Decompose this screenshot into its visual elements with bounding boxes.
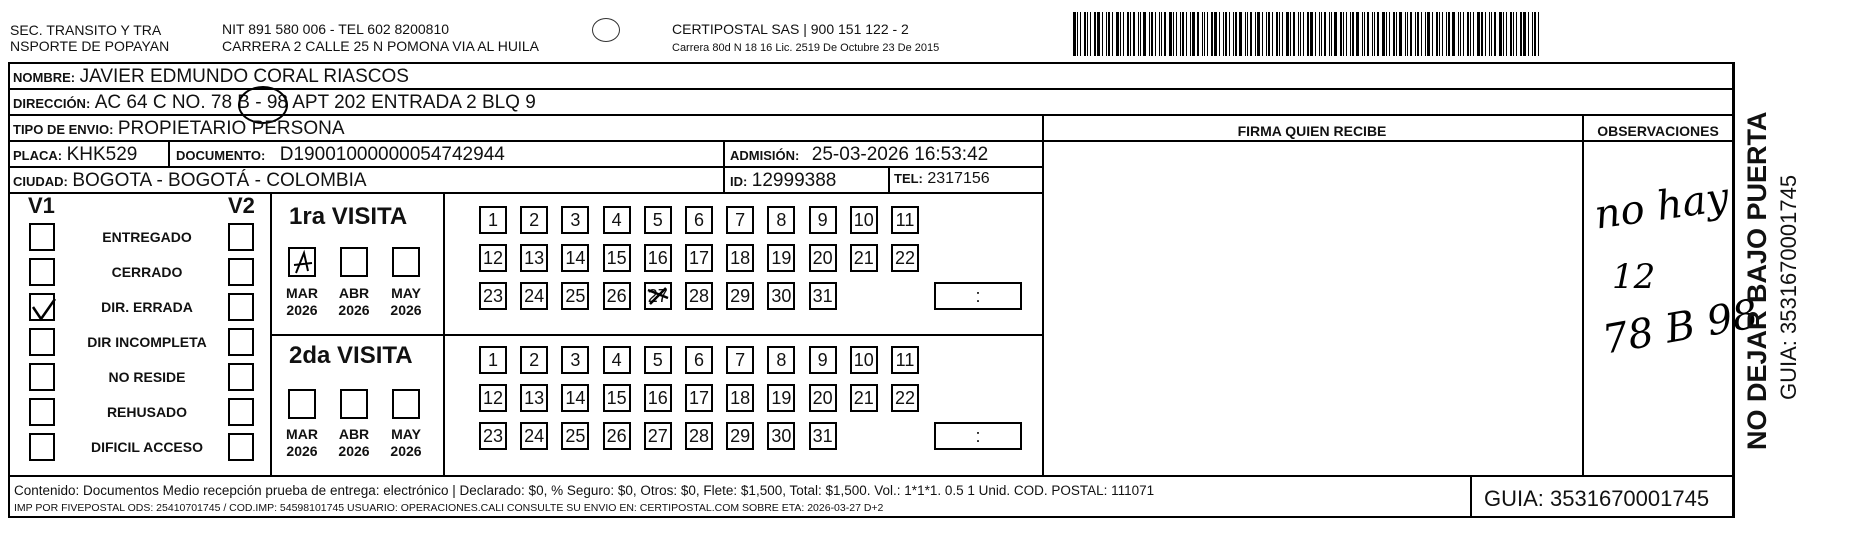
day-box[interactable]: 18 <box>726 244 754 272</box>
day-box[interactable]: 17 <box>685 384 713 412</box>
v2-checkbox[interactable] <box>228 363 254 391</box>
day-box[interactable]: 8 <box>767 346 795 374</box>
status-label: ENTREGADO <box>102 229 192 245</box>
day-box[interactable]: 26 <box>603 422 631 450</box>
day-box[interactable]: 21 <box>850 384 878 412</box>
day-box[interactable]: 19 <box>767 384 795 412</box>
month-checkbox[interactable] <box>340 247 368 277</box>
status-label: REHUSADO <box>106 404 188 420</box>
day-box[interactable]: 5 <box>644 206 672 234</box>
day-box[interactable]: 31 <box>809 282 837 310</box>
v1-checkbox[interactable] <box>29 258 55 286</box>
day-box[interactable]: 14 <box>561 244 589 272</box>
v1-label: V1 <box>28 193 55 218</box>
side-warning: NO DEJAR BAJO PUERTA <box>1742 111 1772 450</box>
v2-checkbox[interactable] <box>228 293 254 321</box>
footer-guia: GUIA: 3531670001745 <box>1484 486 1710 511</box>
day-box[interactable]: 16 <box>644 244 672 272</box>
nombre-value: JAVIER EDMUNDO CORAL RIASCOS <box>79 66 409 87</box>
day-box[interactable]: 7 <box>726 346 754 374</box>
time-box[interactable]: : <box>934 422 1022 450</box>
documento-label: DOCUMENTO: <box>176 148 266 163</box>
v2-checkbox[interactable] <box>228 398 254 426</box>
day-box[interactable]: 30 <box>767 282 795 310</box>
day-box[interactable]: 22 <box>891 244 919 272</box>
day-box[interactable]: 14 <box>561 384 589 412</box>
v2-checkbox[interactable] <box>228 258 254 286</box>
v2-checkbox[interactable] <box>228 433 254 461</box>
day-box[interactable]: 11 <box>891 206 919 234</box>
day-box[interactable]: 15 <box>603 244 631 272</box>
day-box[interactable]: 7 <box>726 206 754 234</box>
day-box[interactable]: 16 <box>644 384 672 412</box>
documento-value: D19001000000054742944 <box>279 144 505 165</box>
id-label: ID: <box>730 174 748 189</box>
tel-label: TEL: <box>894 171 923 186</box>
day-box[interactable]: 4 <box>603 206 631 234</box>
firma-header: FIRMA QUIEN RECIBE <box>1237 123 1387 139</box>
barcode <box>1073 12 1543 56</box>
direccion-value: AC 64 C NO. 78 B - 98 APT 202 ENTRADA 2 BLQ 9 <box>94 92 536 113</box>
ciudad-value: BOGOTA - BOGOTÁ - COLOMBIA <box>72 170 367 191</box>
day-box[interactable]: 5 <box>644 346 672 374</box>
day-box[interactable]: 28 <box>685 282 713 310</box>
tipo-value: PROPIETARIO PERSONA <box>117 118 345 139</box>
day-box[interactable]: 11 <box>891 346 919 374</box>
handwritten-observation <box>1584 174 1762 380</box>
v2-checkbox[interactable] <box>228 223 254 251</box>
month-checkbox[interactable] <box>288 247 316 277</box>
day-box[interactable]: 3 <box>561 206 589 234</box>
day-box[interactable]: 15 <box>603 384 631 412</box>
day-box[interactable]: 28 <box>685 422 713 450</box>
day-box[interactable]: 23 <box>479 422 507 450</box>
month-label: ABR 2026 <box>338 426 370 459</box>
id-value: 12999388 <box>751 170 837 191</box>
footer-line1: Contenido: Documentos Medio recepción prueba de entrega: electrónico | Declarado: $0, % Seguro: $0, Otros: $0, Flete: $1,500, Total: $1,500. Vol.: 1*1*1. 0.5 1 Unid. COD. POSTAL: 111071 <box>14 483 1155 498</box>
month-checkbox[interactable] <box>392 247 420 277</box>
handwritten-line3: 78 B 98 <box>1599 291 1762 364</box>
nombre-label: NOMBRE: <box>13 70 76 85</box>
tel-value: 2317156 <box>927 170 990 187</box>
day-box[interactable]: 27 <box>644 422 672 450</box>
day-box[interactable]: 31 <box>809 422 837 450</box>
ciudad-field <box>13 170 367 192</box>
day-box[interactable]: 10 <box>850 346 878 374</box>
v1-checkbox[interactable] <box>29 223 55 251</box>
time-box[interactable]: : <box>934 282 1022 310</box>
tel-field <box>894 170 990 188</box>
handwritten-line2: 12 <box>1612 257 1656 297</box>
v1-checkbox[interactable] <box>29 293 55 321</box>
v1-checkbox[interactable] <box>29 328 55 356</box>
day-box[interactable]: 1 <box>479 346 507 374</box>
day-box[interactable]: 12 <box>479 244 507 272</box>
day-box[interactable]: 20 <box>809 244 837 272</box>
second-visit-title: 2da VISITA <box>289 342 413 369</box>
handwritten-line1: no hay <box>1591 174 1732 239</box>
placa-field <box>13 144 137 166</box>
day-box[interactable]: 23 <box>479 282 507 310</box>
day-box[interactable]: 6 <box>685 206 713 234</box>
placa-label: PLACA: <box>13 148 63 163</box>
day-box[interactable]: 13 <box>520 244 548 272</box>
day-box[interactable]: 27 <box>644 282 672 310</box>
address-line: CARRERA 2 CALLE 25 N POMONA VIA AL HUILA <box>222 38 539 54</box>
month-checkbox[interactable] <box>392 389 420 419</box>
v1-checkbox[interactable] <box>29 398 55 426</box>
month-label: MAY 2026 <box>390 285 422 318</box>
day-box[interactable]: 1 <box>479 206 507 234</box>
v2-label: V2 <box>228 193 255 218</box>
day-box[interactable]: 3 <box>561 346 589 374</box>
v2-checkbox[interactable] <box>228 328 254 356</box>
month-label: ABR 2026 <box>338 285 370 318</box>
v1-checkbox[interactable] <box>29 433 55 461</box>
day-box[interactable]: 9 <box>809 346 837 374</box>
day-box[interactable]: 12 <box>479 384 507 412</box>
placa-value: KHK529 <box>66 144 138 165</box>
day-box[interactable]: 2 <box>520 346 548 374</box>
day-box[interactable]: 24 <box>520 282 548 310</box>
day-box[interactable]: 22 <box>891 384 919 412</box>
day-box[interactable]: 2 <box>520 206 548 234</box>
status-label: DIFICIL ACCESO <box>90 439 203 455</box>
id-field <box>730 170 836 192</box>
tipo-label: TIPO DE ENVIO: <box>13 122 114 137</box>
v1-checkbox[interactable] <box>29 363 55 391</box>
day-box[interactable]: 20 <box>809 384 837 412</box>
nombre-field <box>13 66 409 88</box>
admision-field <box>730 144 988 166</box>
day-box[interactable]: 24 <box>520 422 548 450</box>
side-guia: GUIA: 3531670001745 <box>1776 174 1801 400</box>
carrier-logo-icon <box>592 18 620 42</box>
documento-field <box>176 144 505 166</box>
admision-value: 25-03-2026 16:53:42 <box>811 144 989 165</box>
day-box[interactable]: 8 <box>767 206 795 234</box>
day-box[interactable]: 17 <box>685 244 713 272</box>
admision-label: ADMISIÓN: <box>730 148 800 163</box>
direccion-label: DIRECCIÓN: <box>13 96 91 111</box>
sender-line1: SEC. TRANSITO Y TRA <box>10 22 162 38</box>
day-box[interactable]: 4 <box>603 346 631 374</box>
day-box[interactable]: 29 <box>726 422 754 450</box>
observaciones-header: OBSERVACIONES <box>1597 123 1719 139</box>
day-box[interactable]: 29 <box>726 282 754 310</box>
month-label: MAR 2026 <box>286 285 318 318</box>
carrier-line2: Carrera 80d N 18 16 Lic. 2519 De Octubre 23 De 2015 <box>672 42 940 54</box>
day-box[interactable]: 13 <box>520 384 548 412</box>
status-label: CERRADO <box>111 264 183 280</box>
day-box[interactable]: 18 <box>726 384 754 412</box>
day-box[interactable]: 21 <box>850 244 878 272</box>
nit-line: NIT 891 580 006 - TEL 602 8200810 <box>222 21 450 37</box>
day-box[interactable]: 26 <box>603 282 631 310</box>
status-label: DIR INCOMPLETA <box>87 334 207 350</box>
month-checkbox[interactable] <box>288 389 316 419</box>
month-label: MAY 2026 <box>390 426 422 459</box>
day-box[interactable]: 6 <box>685 346 713 374</box>
day-box[interactable]: 25 <box>561 422 589 450</box>
footer-line2: IMP POR FIVEPOSTAL ODS: 25410701745 / COD.IMP: 54598101745 USUARIO: OPERACIONES.CALI CONSULTE SU ENVIO EN: CERTIPOSTAL.COM SOBRE ETA: 2026-03-27 D+2 <box>14 502 884 514</box>
status-label: DIR. ERRADA <box>101 299 193 315</box>
first-visit-title: 1ra VISITA <box>289 203 408 230</box>
day-box[interactable]: 9 <box>809 206 837 234</box>
ciudad-label: CIUDAD: <box>13 174 68 189</box>
tipo-field <box>13 118 345 140</box>
day-box[interactable]: 19 <box>767 244 795 272</box>
month-label: MAR 2026 <box>286 426 318 459</box>
month-checkbox[interactable] <box>340 389 368 419</box>
carrier-line1: CERTIPOSTAL SAS | 900 151 122 - 2 <box>672 21 909 37</box>
day-box[interactable]: 10 <box>850 206 878 234</box>
sender-line2: NSPORTE DE POPAYAN <box>10 38 170 54</box>
status-label: NO RESIDE <box>108 369 186 385</box>
day-box[interactable]: 25 <box>561 282 589 310</box>
day-box[interactable]: 30 <box>767 422 795 450</box>
